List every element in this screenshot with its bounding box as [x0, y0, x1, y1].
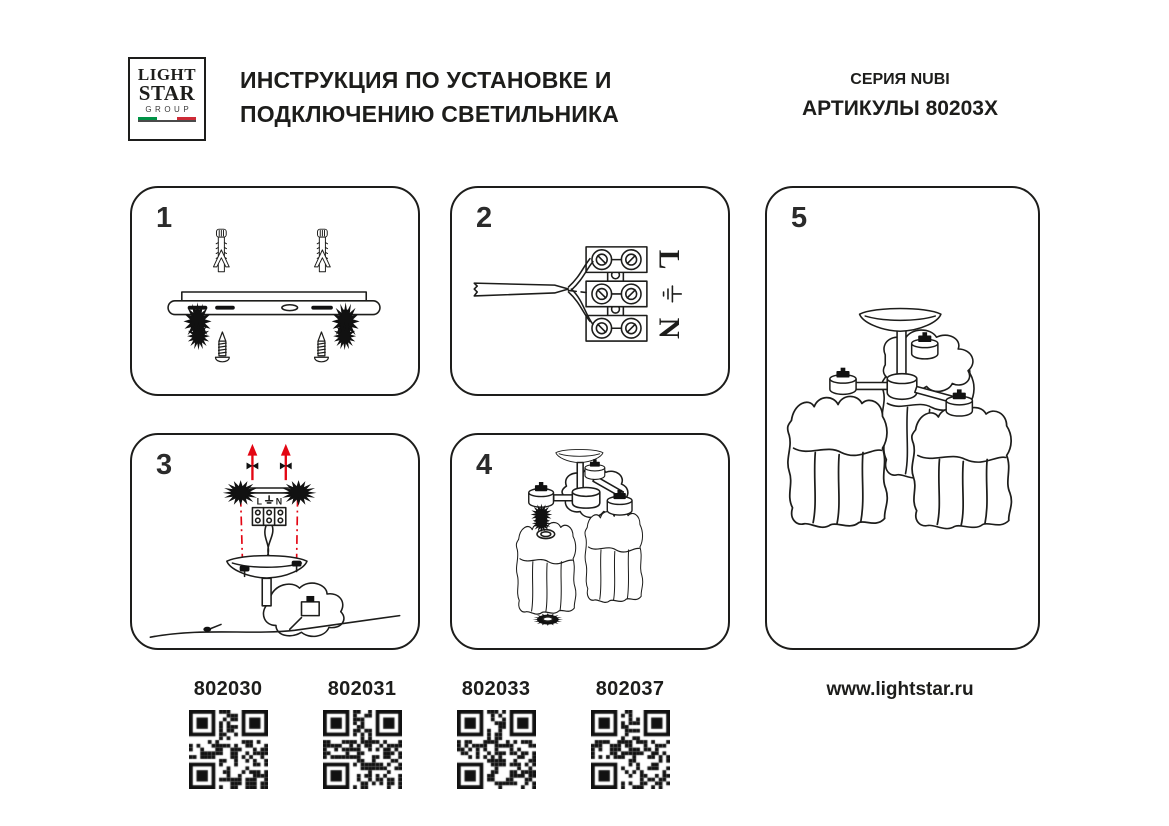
qr-code [457, 710, 536, 789]
step-3-number: 3 [156, 449, 173, 481]
ceiling-fixing-illustration [132, 435, 418, 648]
article-code: 802033 [461, 678, 531, 700]
neutral-label: N [652, 317, 685, 339]
articles-label: АРТИКУЛЫ 80203X [802, 97, 998, 120]
italian-flag-icon [138, 117, 196, 122]
article-code: 802030 [193, 678, 263, 700]
mini-line-label: L [256, 496, 262, 507]
logo-group: GROUP [145, 105, 193, 114]
mini-neutral-label: N [275, 496, 283, 507]
article-code: 802037 [595, 678, 665, 700]
page-title [240, 63, 619, 131]
step-4-panel [450, 433, 730, 650]
step-3-panel [130, 433, 420, 650]
step-5-number: 5 [791, 202, 808, 234]
qr-code [591, 710, 670, 789]
step-2-panel [450, 186, 730, 396]
qr-code [189, 710, 268, 789]
assembled-luminaire-illustration [767, 188, 1038, 648]
step-2-number: 2 [476, 202, 493, 234]
shade-assembly-illustration [452, 435, 728, 648]
wiring-diagram-illustration [452, 188, 728, 394]
step-4-number: 4 [476, 449, 493, 481]
series-label: СЕРИЯ NUBI [850, 71, 950, 88]
title-line-2: ПОДКЛЮЧЕНИЮ СВЕТИЛЬНИКА [240, 101, 620, 127]
article-code: 802031 [327, 678, 397, 700]
mini-earth-icon [266, 496, 273, 503]
mounting-plate-illustration [132, 188, 418, 394]
logo-light: LIGHT [137, 65, 197, 84]
earth-icon [664, 286, 682, 302]
lightstar-logo [128, 57, 206, 141]
step-1-panel [130, 186, 420, 396]
title-line-1: ИНСТРУКЦИЯ ПО УСТАНОВКЕ И [240, 67, 612, 93]
step-5-panel [765, 186, 1040, 650]
step-1-number: 1 [156, 202, 173, 234]
logo-star: STAR [138, 81, 196, 105]
qr-code [323, 710, 402, 789]
line-label: L [652, 249, 685, 270]
website-url: www.lightstar.ru [826, 679, 974, 700]
